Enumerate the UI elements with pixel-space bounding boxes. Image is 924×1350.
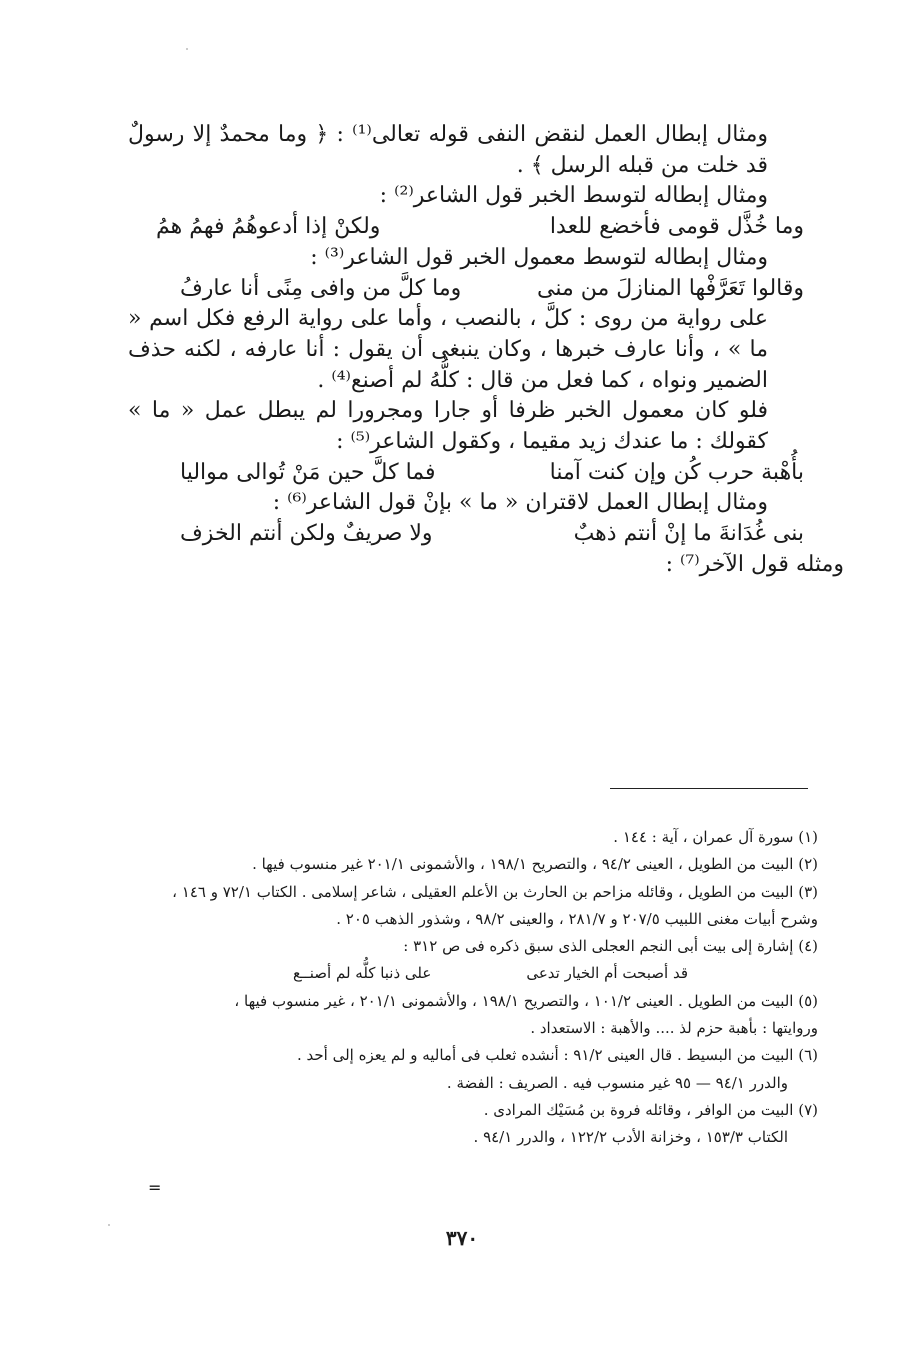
footnotes [148,824,818,1152]
footnote-7: (٧) البيت من الوافر ، وقائله فروة بن مُسَيْك المرادى . [483,1100,818,1119]
paragraph-5: فلو كان معمول الخبر ظرفا أو جارا ومجرورا لم يبطل عمل « ما » كقولك : ما عندك زيد مقيما ، وكقول الشاعر⁽⁵⁾ : [128,398,768,455]
scan-speck [186,48,188,50]
verse-1-second-hemistich: ولكنْ إذا أدعوهُمُ فهمُ همُ [156,214,381,240]
verse-1 [128,212,844,243]
verse-4 [128,519,844,550]
footnote-1: (١) سورة آل عمران ، آية : ١٤٤ . [613,828,818,846]
main-text [128,120,844,581]
footnote-4: (٤) إشارة إلى بيت أبى النجم العجلى الذى سبق ذكره فى ص ٣١٢ : [403,937,818,956]
verse-2-first-hemistich: وقالوا تَعَرَّفْها المنازلَ من منى [536,275,804,301]
paragraph-4: على رواية من روى : كلَّ ، بالنصب ، وأما على رواية الرفع فكل اسم « ما » ، وأنا عارف خبرها ، وكان ينبغى أن يقول : أنا عارفه ، لكنه حذف الضمير ونواه ، كما فعل من قال : كلُّهُ لم أصنع⁽⁴⁾ . [128,306,768,393]
verse-3 [128,458,844,489]
verse-1-first-hemistich: وما خُذَّل قومى فأخضع للعدا [549,214,804,240]
verse-2-second-hemistich: وما كلَّ من وافى مِنًى أنا عارفُ [180,275,462,301]
footnote-separator [610,788,808,789]
verse-3-second-hemistich: فما كلَّ حين مَنْ تُوالى مواليا [180,459,436,485]
footnote-2: (٢) البيت من الطويل ، العينى ٩٤/٢ ، والتصريح ١٩٨/١ ، والأشمونى ٢٠١/١ غير منسوب فيها . [252,855,818,874]
paragraph-2: ومثال إبطاله لتوسط الخبر قول الشاعر⁽²⁾ : [379,183,768,209]
footnote-4-verse-first: قد أصبحت أم الخيار تدعى [526,964,688,983]
footnote-6: (٦) البيت من البسيط . قال العينى ٩١/٢ : أنشده ثعلب فى أماليه و لم يعزه إلى أحد . [296,1046,818,1065]
footnote-7-continued: الكتاب ١٥٣/٣ ، وخزانة الأدب ١٢٢/٢ ، والدرر ٩٤/١ . [473,1128,788,1147]
footnote-5: (٥) البيت من الطويل . العينى ١٠١/٢ ، والتصريح ١٩٨/١ ، والأشمونى ٢٠١/١ ، غير منسوب فيها ، [234,991,818,1010]
paragraph-6: ومثال إبطال العمل لاقتران « ما » بإنْ قول الشاعر⁽⁶⁾ : [272,490,768,516]
footnote-5-continued: وروايتها : بأهبة حزم لذ .... والأهبة : الاستعداد . [530,1019,818,1038]
verse-2 [128,274,844,305]
paragraph-7: ومثله قول الآخر⁽⁷⁾ : [665,551,844,577]
footnote-4-verse-second: على ذنبا كلُّه لم أصنــع [293,964,432,983]
footnote-6-continued: والدرر ٩٤/١ — ٩٥ غير منسوب فيه . الصريف : الفضة . [446,1073,788,1092]
verse-4-first-hemistich: بنى غُدَانةَ ما إنْ أنتم ذهبٌ [573,521,804,547]
continuation-mark: = [148,1178,162,1197]
footnote-3: (٣) البيت من الطويل ، وقائله مزاحم بن الحارث بن الأعلم العقيلى ، شاعر إسلامى . الكتاب ٧٢/١ و ١٤٦ ، [172,882,818,901]
verse-3-first-hemistich: بأُهْبة حرب كُن وإن كنت آمنا [549,459,804,485]
footnote-4-verse [148,960,818,987]
paragraph-1: ومثال إبطال العمل لنقض النفى قوله تعالى⁽¹⁾ : ﴿ وما محمدٌ إلا رسولٌ قد خلت من قبله الرسل ﴾ . [128,122,768,178]
paragraph-3: ومثال إبطاله لتوسط معمول الخبر قول الشاعر⁽³⁾ : [310,244,768,270]
footnote-3-continued: وشرح أبيات مغنى اللبيب ٢٠٧/٥ و ٢٨١/٧ ، والعينى ٩٨/٢ ، وشذور الذهب ٢٠٥ . [336,909,818,928]
page-number: ٣٧٠ [445,1226,479,1250]
verse-4-second-hemistich: ولا صريفٌ ولكن أنتم الخزف [180,521,433,547]
